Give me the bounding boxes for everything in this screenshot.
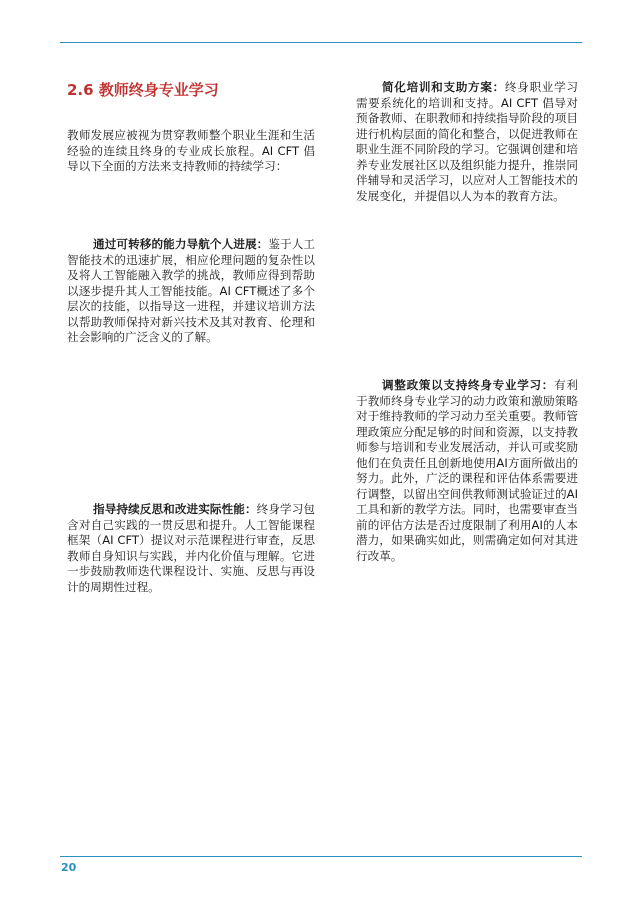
intro-paragraph	[67, 128, 315, 175]
section-title: 2.6 教师终身专业学习	[67, 81, 219, 99]
item-navigate-progress	[67, 237, 315, 346]
item-policy-body: 有利于教师终身专业学习的动力政策和激励策略对于维持教师的学习动力至关重要。教师管理政策应分配足够的时间和资源，以支持教师参与培训和专业发展活动，并认可或奖励他们在负责任且创新地使用AI方面所做出的努力。此外，广泛的课程和评估体系需要进行调整，以留出空间供教师测试验证过的AI工具和新的教学方法。同时，也需要审查当前的评估方法是否过度限制了利用AI的人本潜力，如果确实如此，则需确定如何对其进行改革。	[356, 378, 578, 563]
page-number: 20	[61, 861, 77, 874]
item-policy-heading: 调整政策以支持终身专业学习：	[382, 378, 555, 392]
bottom-rule	[60, 856, 582, 857]
item-reflection-heading: 指导持续反思和改进实际性能：	[93, 502, 257, 516]
intro-text: 教师发展应被视为贯穿教师整个职业生涯和生活经验的连续且终身的专业成长旅程。AI CFT 倡导以下全面的方法来支持教师的持续学习：	[67, 128, 315, 173]
item-navigate-progress-text	[67, 237, 315, 346]
item-reflection	[67, 502, 315, 595]
item-policy-text	[356, 378, 578, 564]
item-training-programs-text	[356, 80, 578, 204]
item-policy	[356, 378, 578, 564]
item-training-programs-heading: 简化培训和支助方案：	[382, 80, 505, 94]
item-training-programs-body: 终身职业学习需要系统化的培训和支持。AI CFT 倡导对预备教师、在职教师和持续指导阶段的项目进行机构层面的简化和整合，以促进教师在职业生涯不同阶段的学习。它强调创建和培养专业发展社区以及组织能力提升，推崇同伴辅导和灵活学习，以应对人工智能技术的发展变化，并提倡以人为本的教育方法。	[356, 80, 578, 203]
item-training-programs	[356, 80, 578, 204]
item-reflection-body: 终身学习包含对自己实践的一贯反思和提升。人工智能课程框架（AI CFT）提议对示范课程进行审查，反思教师自身知识与实践，并内化价值与理解。它进一步鼓励教师迭代课程设计、实施、反思与再设计的周期性过程。	[67, 502, 315, 594]
item-navigate-progress-body: 鉴于人工智能技术的迅速扩展，相应伦理问题的复杂性以及将人工智能融入教学的挑战，教师应得到帮助以逐步提升其人工智能技能。AI CFT概述了多个层次的技能，以指导这一进程，并建议培训方法以帮助教师保持对新兴技术及其对教育、伦理和社会影响的广泛含义的了解。	[67, 237, 315, 344]
item-reflection-text	[67, 502, 315, 595]
top-rule	[60, 42, 582, 43]
item-navigate-progress-heading: 通过可转移的能力导航个人进展：	[93, 237, 269, 251]
